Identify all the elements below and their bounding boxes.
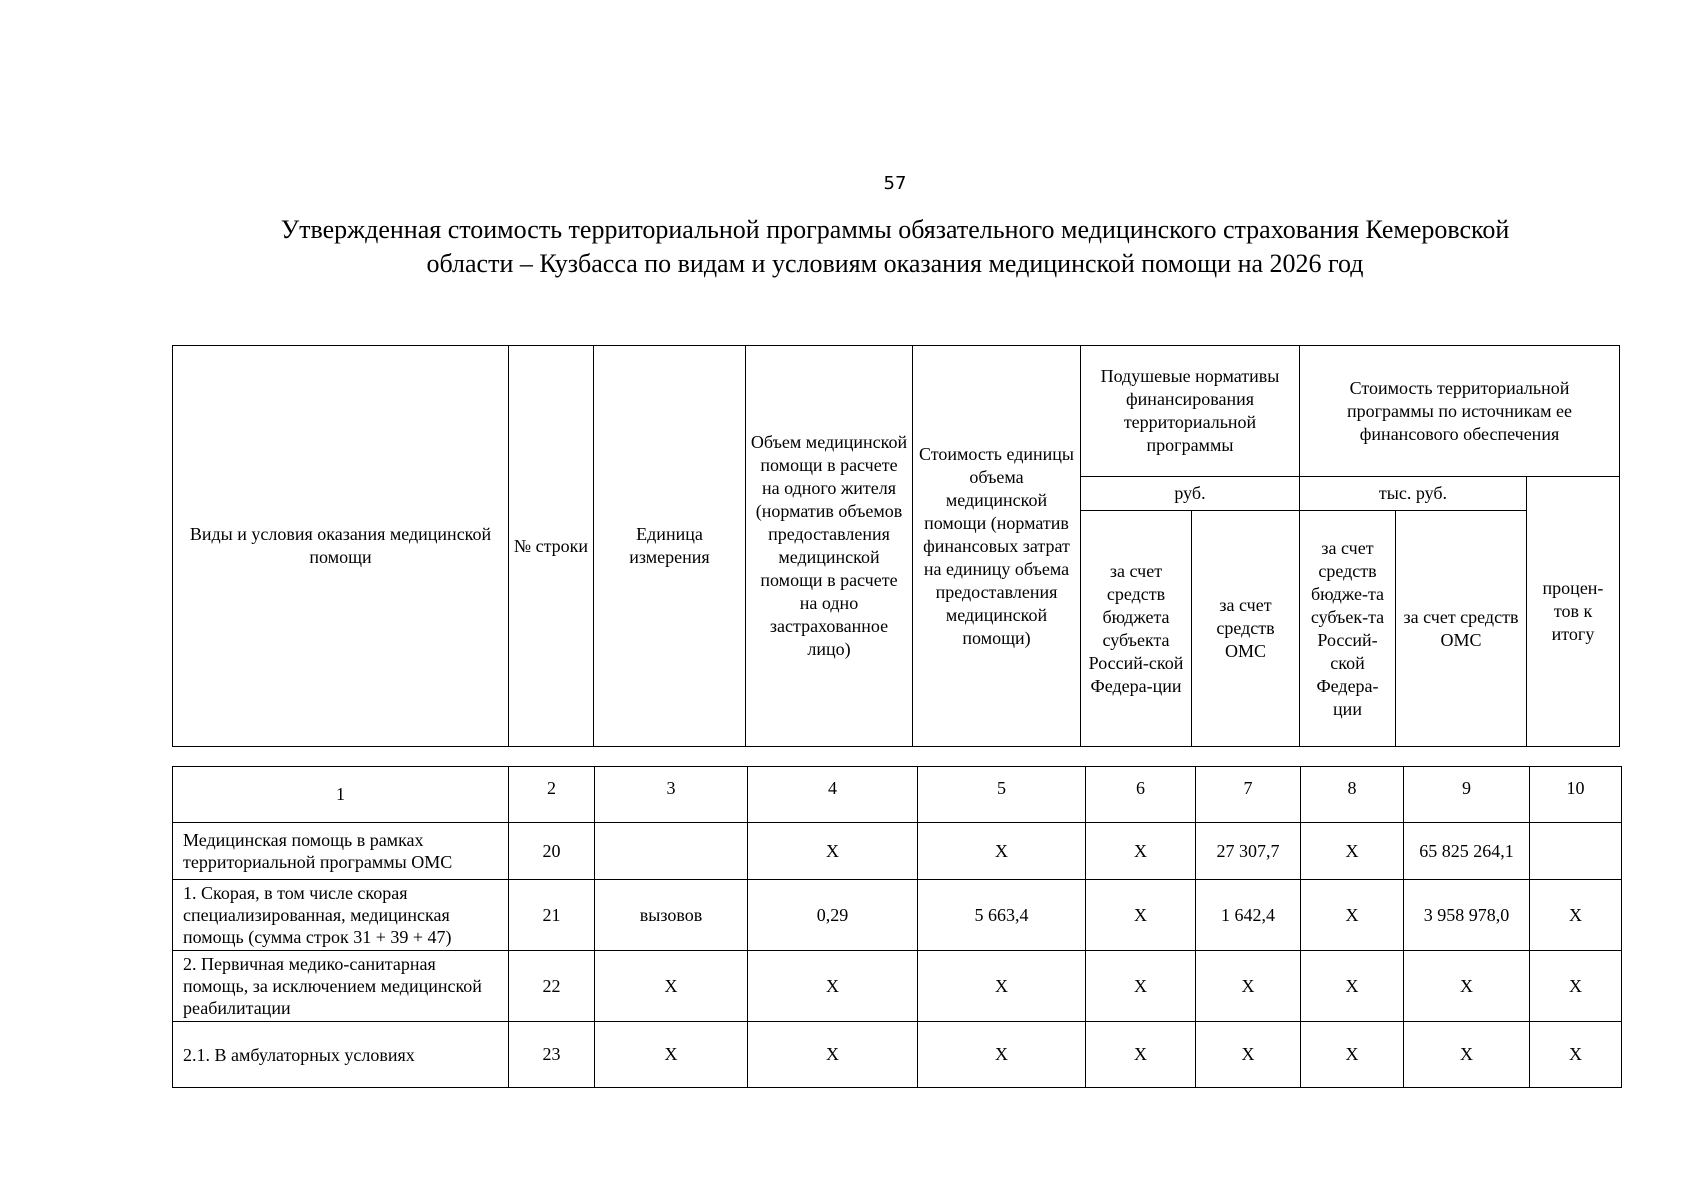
column-number: 2 <box>509 767 595 823</box>
row-percent: Х <box>1530 1022 1622 1088</box>
row-unit-cost: Х <box>918 1022 1086 1088</box>
row-name: 1. Скорая, в том числе скорая специализированная, медицинская помощь (сумма строк 31 + 39 + 47) <box>173 880 509 951</box>
header-line-number: № строки <box>509 346 594 747</box>
row-volume: Х <box>748 1022 918 1088</box>
row-pc-oms: Х <box>1196 951 1301 1022</box>
header-unit: Единица измерения <box>594 346 746 747</box>
title-line-2: области – Кузбасса по видам и условиям оказания медицинской помощи на 2026 год <box>426 249 1364 278</box>
header-unit-thous-rub: тыс. руб. <box>1300 477 1527 511</box>
header-cost-oms: за счет средств ОМС <box>1396 511 1527 747</box>
row-unit-cost: 5 663,4 <box>918 880 1086 951</box>
row-cost-budget: Х <box>1301 880 1404 951</box>
row-pc-oms: 1 642,4 <box>1196 880 1301 951</box>
table-body <box>172 766 1622 1088</box>
row-cost-budget: Х <box>1301 823 1404 880</box>
row-line: 20 <box>509 823 595 880</box>
row-pc-oms: 27 307,7 <box>1196 823 1301 880</box>
column-number: 3 <box>595 767 748 823</box>
row-unit: Х <box>595 951 748 1022</box>
table-row <box>173 1022 1622 1088</box>
header-per-capita-group: Подушевые нормативы финансирования территориальной программы <box>1081 346 1300 477</box>
row-unit: вызовов <box>595 880 748 951</box>
column-number: 4 <box>748 767 918 823</box>
row-cost-oms: Х <box>1404 951 1530 1022</box>
row-cost-oms: 3 958 978,0 <box>1404 880 1530 951</box>
row-name: Медицинская помощь в рамках территориальной программы ОМС <box>173 823 509 880</box>
row-unit-cost: Х <box>918 951 1086 1022</box>
column-number: 5 <box>918 767 1086 823</box>
row-percent: Х <box>1530 880 1622 951</box>
row-cost-budget: Х <box>1301 951 1404 1022</box>
row-line: 22 <box>509 951 595 1022</box>
header-kinds: Виды и условия оказания медицинской помощи <box>173 346 509 747</box>
header-pc-oms: за счет средств ОМС <box>1192 511 1300 747</box>
row-pc-budget: Х <box>1086 880 1196 951</box>
row-pc-oms: Х <box>1196 1022 1301 1088</box>
column-number: 1 <box>173 767 509 823</box>
row-unit: Х <box>595 1022 748 1088</box>
row-volume: Х <box>748 951 918 1022</box>
table-row <box>173 951 1622 1022</box>
row-volume: Х <box>748 823 918 880</box>
column-number: 8 <box>1301 767 1404 823</box>
row-name: 2.1. В амбулаторных условиях <box>173 1022 509 1088</box>
row-cost-oms: Х <box>1404 1022 1530 1088</box>
column-number: 7 <box>1196 767 1301 823</box>
header-pc-budget: за счет средств бюджета субъекта Россий-ской Федера-ции <box>1081 511 1192 747</box>
row-cost-budget: Х <box>1301 1022 1404 1088</box>
row-unit-cost: Х <box>918 823 1086 880</box>
row-pc-budget: Х <box>1086 951 1196 1022</box>
row-volume: 0,29 <box>748 880 918 951</box>
table-row <box>173 823 1622 880</box>
row-name: 2. Первичная медико-санитарная помощь, за исключением медицинской реабилитации <box>173 951 509 1022</box>
column-number: 9 <box>1404 767 1530 823</box>
header-cost-group: Стоимость территориальной программы по источникам ее финансового обеспечения <box>1300 346 1620 477</box>
header-unit-cost: Стоимость единицы объема медицинской помощи (норматив финансовых затрат на единицу объема предоставления медицинской помощи) <box>913 346 1081 747</box>
header-volume: Объем медицинской помощи в расчете на одного жителя (норматив объемов предоставления медицинской помощи в расчете на одно застрахованное лицо) <box>746 346 913 747</box>
table-row <box>173 880 1622 951</box>
row-pc-budget: Х <box>1086 1022 1196 1088</box>
page-number: 57 <box>883 173 907 194</box>
row-unit <box>595 823 748 880</box>
row-percent <box>1530 823 1622 880</box>
table-header <box>172 345 1620 747</box>
column-number-row <box>173 767 1622 823</box>
header-cost-budget: за счет средств бюдже-та субъек-та Россий-ской Федера-ции <box>1300 511 1396 747</box>
row-line: 23 <box>509 1022 595 1088</box>
document-title <box>200 213 1590 281</box>
row-cost-oms: 65 825 264,1 <box>1404 823 1530 880</box>
row-line: 21 <box>509 880 595 951</box>
row-percent: Х <box>1530 951 1622 1022</box>
header-unit-rub: руб. <box>1081 477 1300 511</box>
title-line-1: Утвержденная стоимость территориальной программы обязательного медицинского страхования Кемеровской <box>280 215 1510 244</box>
row-pc-budget: Х <box>1086 823 1196 880</box>
header-percent: процен-тов к итогу <box>1527 477 1620 747</box>
column-number: 10 <box>1530 767 1622 823</box>
column-number: 6 <box>1086 767 1196 823</box>
